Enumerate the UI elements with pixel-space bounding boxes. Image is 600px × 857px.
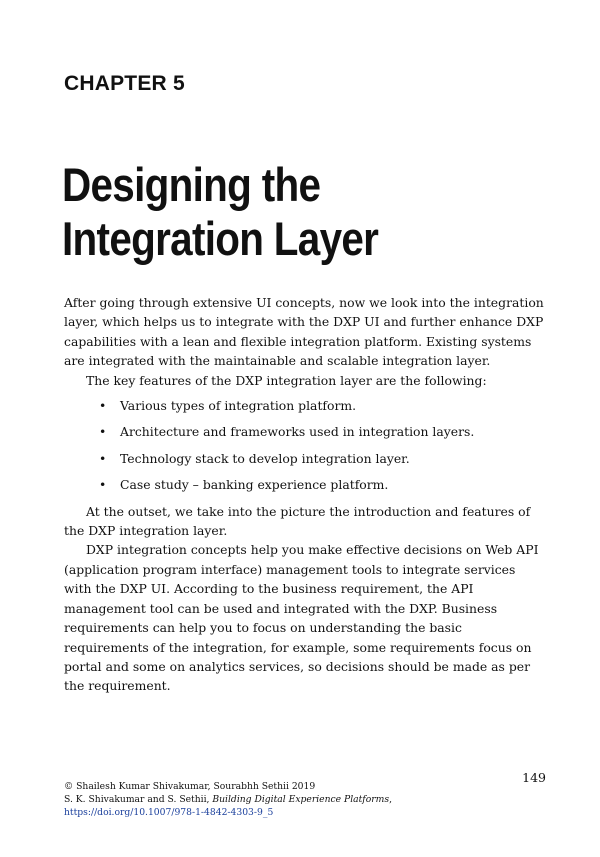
bullet-icon: • — [99, 424, 107, 440]
list-item-text: Architecture and frameworks used in integration layers. — [120, 424, 475, 440]
features-list — [64, 396, 544, 495]
citation-line — [64, 793, 392, 806]
citation-authors: S. K. Shivakumar and S. Sethii, — [64, 794, 213, 805]
copyright-footer — [64, 780, 392, 819]
list-item — [64, 422, 544, 441]
intro-paragraph: After going through extensive UI concepts, now we look into the integration layer, which helps us to integrate with the DXP UI and further enhance DXP capabilities with a lean and flexible integration platform. Existing systems are integrated with the maintainable and scalable integration layer. — [64, 295, 544, 369]
chapter-label: CHAPTER 5 — [64, 72, 185, 95]
features-intro-paragraph: The key features of the DXP integration layer are the following: — [86, 372, 487, 388]
book-title: Building Digital Experience Platforms — [212, 794, 390, 805]
outset-paragraph: At the outset, we take into the picture the introduction and features of the DXP integration layer. — [64, 503, 531, 539]
concepts-paragraph: DXP integration concepts help you make effective decisions on Web API (application program interface) management tools to integrate services with the DXP UI. According to the business requirement, the API management tool can be used and integrated with the DXP. Business requirements can help you to focus on understanding the basic requirements of the integration, for example, some requirements focus on portal and some on analytics services, so decisions should be made as per the requirement. — [64, 542, 539, 694]
chapter-title: Designing the Integration Layer — [62, 158, 379, 265]
bullet-icon: • — [99, 398, 107, 414]
bullet-icon: • — [99, 450, 107, 466]
bullet-icon: • — [99, 477, 107, 493]
list-item — [64, 449, 544, 468]
list-item-text: Various types of integration platform. — [120, 398, 357, 414]
citation-end: , — [389, 794, 392, 805]
list-item-text: Case study – banking experience platform. — [120, 477, 389, 493]
doi-link[interactable]: https://doi.org/10.1007/978-1-4842-4303-9_5 — [64, 807, 274, 818]
list-item-text: Technology stack to develop integration layer. — [120, 450, 410, 466]
copyright-line: © Shailesh Kumar Shivakumar, Sourabhh Sethii 2019 — [64, 781, 316, 792]
list-item — [64, 475, 544, 494]
chapter-body — [64, 293, 544, 696]
page-number: 149 — [522, 770, 546, 785]
list-item — [64, 396, 544, 415]
